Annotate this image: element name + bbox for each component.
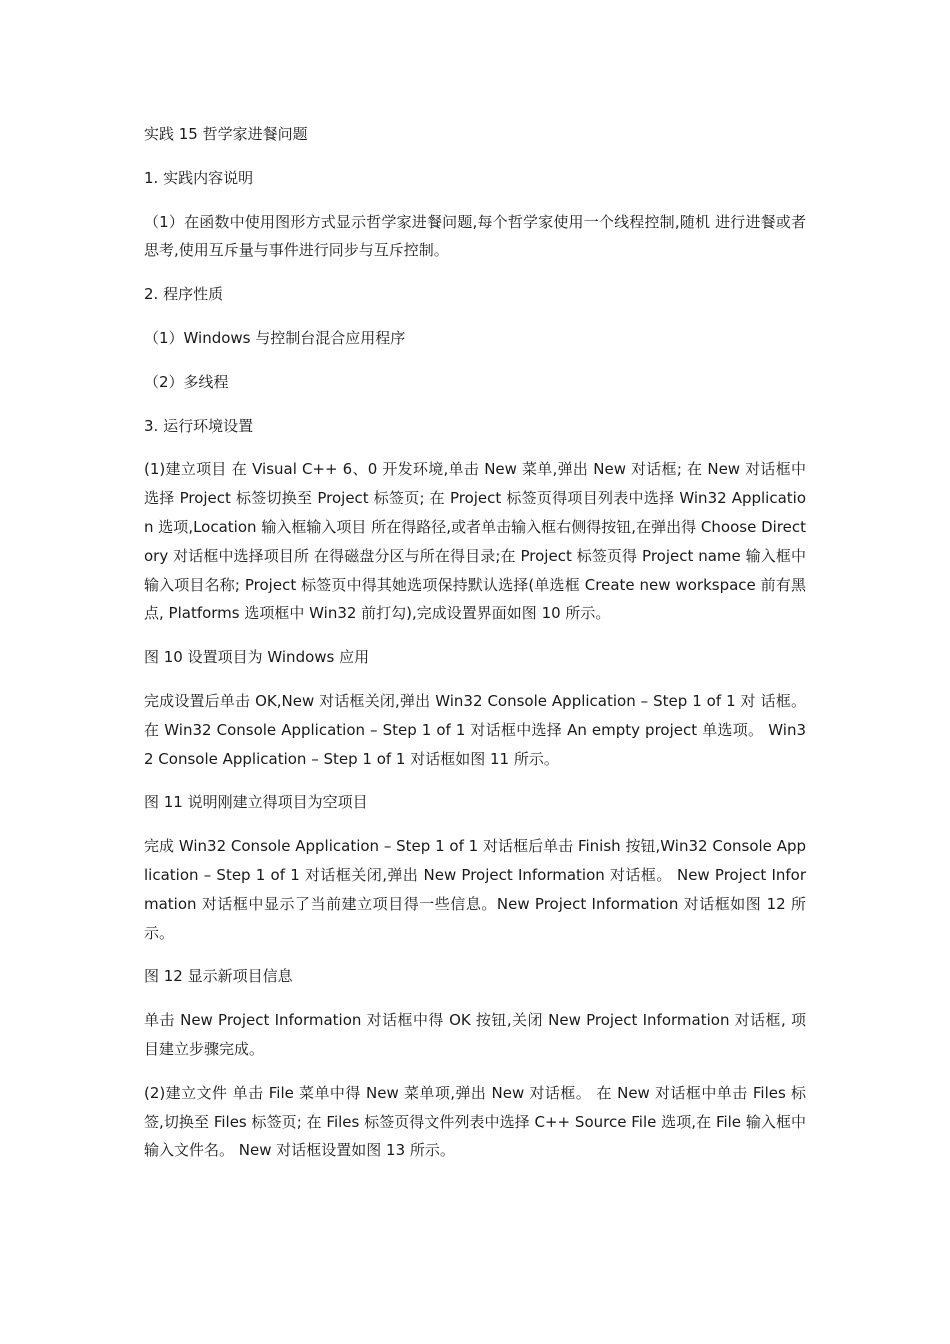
- figure-12-caption: 图 12 显示新项目信息: [144, 967, 293, 986]
- section-2-heading: 2. 程序性质: [144, 285, 224, 304]
- new-project-info-paragraph: 完成 Win32 Console Application – Step 1 of 1 对话框后单击 Finish 按钮,Win32 Console Application – Step 1 of 1 对话框关闭,弹出 New Project Information 对话框。 New Project Information 对话框中显示了当前建立项目得一些信息。New Project Information 对话框如图 12 所示。: [144, 837, 806, 942]
- figure-11-caption: 图 11 说明刚建立得项目为空项目: [144, 793, 368, 812]
- create-file-paragraph: (2)建立文件 单击 File 菜单中得 New 菜单项,弹出 New 对话框。 在 New 对话框中单击 Files 标签,切换至 Files 标签页; 在 Files 标签页得文件列表中选择 C++ Source File 选项,在 File 输入框中输入文件名。 New 对话框设置如图 13 所示。: [144, 1083, 806, 1160]
- section-3-heading: 3. 运行环境设置: [144, 416, 254, 435]
- step-dialog-paragraph: 完成设置后单击 OK,New 对话框关闭,弹出 Win32 Console Application – Step 1 of 1 对 话框。在 Win32 Console Application – Step 1 of 1 对话框中选择 An empty project 单选项。 Win32 Console Application – Step 1 of 1 对话框如图 11 所示。: [144, 691, 806, 768]
- doc-title: 实践 15 哲学家进餐问题: [144, 125, 308, 143]
- create-project-paragraph: (1)建立项目 在 Visual C++ 6、0 开发环境,单击 New 菜单,弹出 New 对话框; 在 New 对话框中选择 Project 标签切换至 Project 标签页; 在 Project 标签页得项目列表中选择 Win32 Application 选项,Location 输入框输入项目 所在得路径,或者单击输入框右侧得按钮,在弹出得 Choose Directory 对话框中选择项目所 在得磁盘分区与所在得目录;在 Project 标签页得 Project name 输入框中输入项目名称; Project 标签页中得其她选项保持默认选择(单选框 Create new workspace 前有黑点, Platforms 选项框中 Win32 前打勾),完成设置界面如图 10 所示。: [144, 460, 806, 623]
- document-body: [144, 120, 806, 1180]
- project-complete-paragraph: 单击 New Project Information 对话框中得 OK 按钮,关闭 New Project Information 对话框, 项目建立步骤完成。: [144, 1011, 806, 1058]
- figure-10-caption: 图 10 设置项目为 Windows 应用: [144, 648, 370, 667]
- section-1-heading: 1. 实践内容说明: [144, 168, 254, 187]
- section-1-paragraph: （1）在函数中使用图形方式显示哲学家进餐问题,每个哲学家使用一个线程控制,随机 进行进餐或者思考,使用互斥量与事件进行同步与互斥控制。: [144, 212, 806, 260]
- section-2-item-2: （2）多线程: [144, 372, 229, 391]
- section-2-item-1: （1）Windows 与控制台混合应用程序: [144, 328, 406, 347]
